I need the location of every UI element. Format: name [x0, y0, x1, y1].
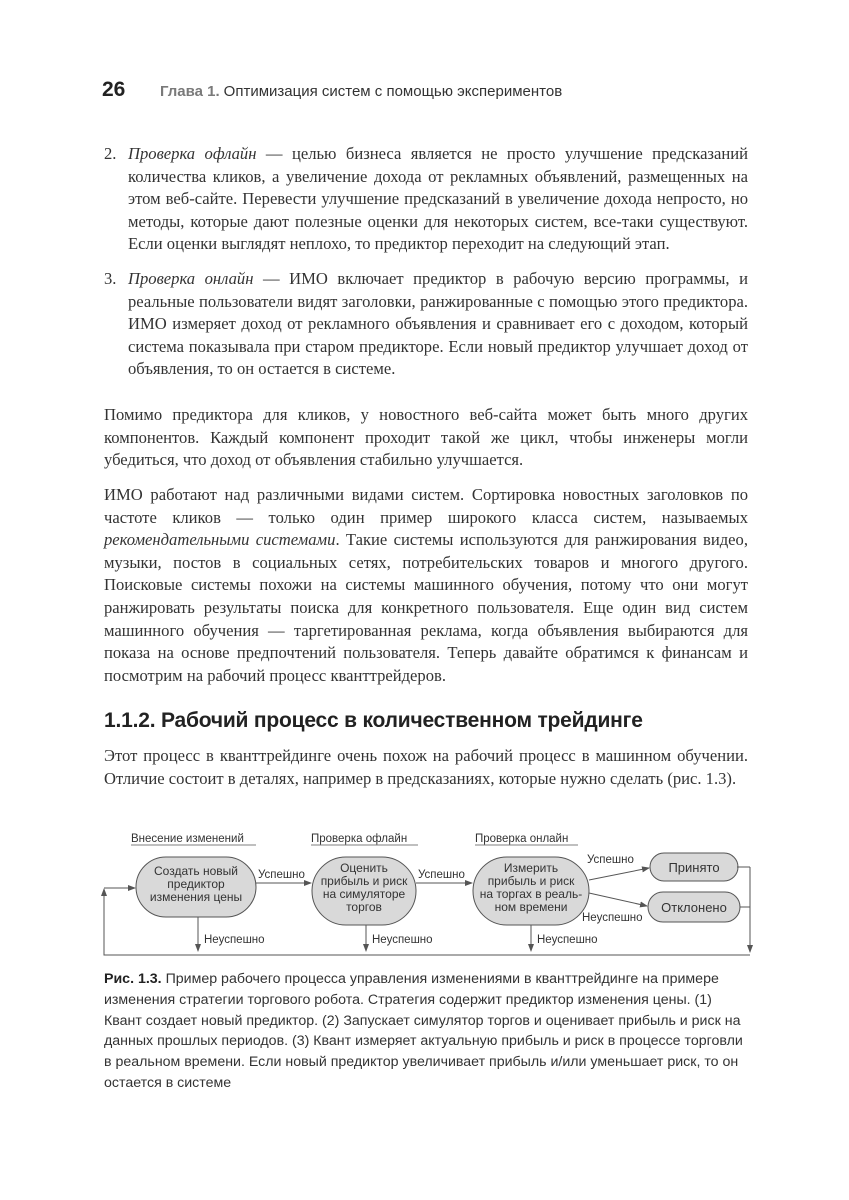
node-text: прибыль и риск	[320, 874, 408, 888]
node-text: Создать новый	[154, 864, 238, 878]
edge-label-fail: Неуспешно	[537, 934, 598, 946]
stage-label-changes: Внесение изменений	[131, 833, 244, 845]
edge-label-fail: Неуспешно	[204, 934, 265, 946]
page-header	[102, 78, 562, 104]
paragraph	[104, 484, 748, 687]
numbered-list	[104, 143, 748, 392]
node-text: ном времени	[494, 900, 568, 914]
edge-label-success: Успешно	[258, 869, 305, 881]
list-term: Проверка онлайн	[128, 268, 254, 288]
node-text: предиктор	[167, 877, 225, 891]
chapter-label: Глава 1.	[160, 83, 220, 100]
list-number: 3.	[104, 268, 117, 288]
list-number: 2.	[104, 144, 117, 163]
page-number: 26	[102, 78, 126, 101]
node-text: изменения цены	[149, 890, 243, 904]
list-text: — ИМО включает предиктор в рабочую версию программы, и реальные пользователи видят заголовки, ранжированные с помощью этого предиктора. ИМО измеряет доход от рекламного объявления и сравнивает его с доходом, который система показывала при старом предикторе. Если новый предиктор улучшает доход от объявления, то он остается в системе.	[128, 268, 748, 379]
node-text: Принято	[668, 860, 720, 875]
node-text: Оценить	[340, 861, 388, 875]
list-body	[128, 143, 748, 256]
list-item	[104, 143, 748, 256]
paragraph: Этот процесс в кванттрейдинге очень похож на рабочий процесс в машинном обучении. Отличие состоит в деталях, например в предсказаниях, которые нужно сделать (рис. 1.3).	[104, 746, 748, 788]
paragraph: Помимо предиктора для кликов, у новостного веб-сайта может быть много других компонентов. Каждый компонент проходит такой же цикл, чтобы инженеры могли убедиться, что доход от объявления стабильно улучшается.	[104, 405, 748, 470]
list-term: Проверка офлайн	[128, 144, 257, 163]
node-text: торгов	[346, 900, 382, 914]
caption-text: Пример рабочего процесса управления изменениями в кванттрейдинге на примере изменения стратегии торгового робота. Стратегия содержит предиктор изменения цены. (1) Квант создает новый предиктор. (2) Запускает симулятор торгов и оценивает прибыль и риск на данных прошлых периодов. (3) Квант измеряет актуальную прибыль и риск в процессе торговли в реальном времени. Если новый предиктор увеличивает прибыль и/или уменьшает риск, то он остается в системе	[104, 971, 743, 1091]
caption-label: Рис. 1.3.	[104, 971, 162, 987]
edge-label-success: Успешно	[418, 869, 465, 881]
node-text: Измерить	[503, 861, 559, 875]
node-text: на симуляторе	[322, 887, 406, 901]
edge-label-fail: Неуспешно	[372, 934, 433, 946]
node-text: Отклонено	[661, 900, 727, 915]
chapter-title: Оптимизация систем с помощью экспериментов	[223, 83, 563, 100]
stage-label-offline: Проверка офлайн	[311, 833, 408, 845]
section-heading: 1.1.2. Рабочий процесс в количественном трейдинге	[104, 709, 643, 732]
edge-label-fail: Неуспешно	[582, 912, 643, 924]
stage-label-online: Проверка онлайн	[475, 833, 569, 845]
paragraph-text: ИМО работают над различными видами систем. Сортировка новостных заголовков по частоте кликов — только один пример широкого класса систем, называемых	[104, 485, 748, 527]
list-text: — целью бизнеса является не просто улучшение предсказаний количества кликов, а увеличение дохода от рекламных объявлений, размещенных на этом веб-сайте. Перевести улучшение предсказаний в увеличение дохода непросто, но методы, которые дают полезные оценки для некоторых систем, все-таки существуют. Если оценки выглядят неплохо, то предиктор переходит на следующий этап.	[128, 144, 748, 254]
list-item	[104, 268, 748, 381]
node-text: на торгах в реаль-	[479, 887, 583, 901]
list-body	[128, 268, 748, 381]
edge-label-success: Успешно	[587, 854, 634, 866]
figure-caption	[104, 969, 744, 1094]
workflow-diagram	[100, 822, 760, 962]
emphasized-term: рекомендательными системами	[104, 530, 336, 550]
node-text: прибыль и риск	[487, 874, 575, 888]
paragraph-text: . Такие системы используются для ранжирования видео, музыки, постов в социальных сетях, потребительских товаров и многого другого. Поисковые системы похожи на системы машинного обучения, потому что они могут ранжировать результаты поиска для конкретного пользователя. Еще один вид систем машинного обучения — таргетированная реклама, когда объявления выбираются для показа на основе предпочтений пользователя. Теперь давайте обратимся к финансам и посмотрим на рабочий процесс кванттрейдеров.	[104, 530, 748, 685]
